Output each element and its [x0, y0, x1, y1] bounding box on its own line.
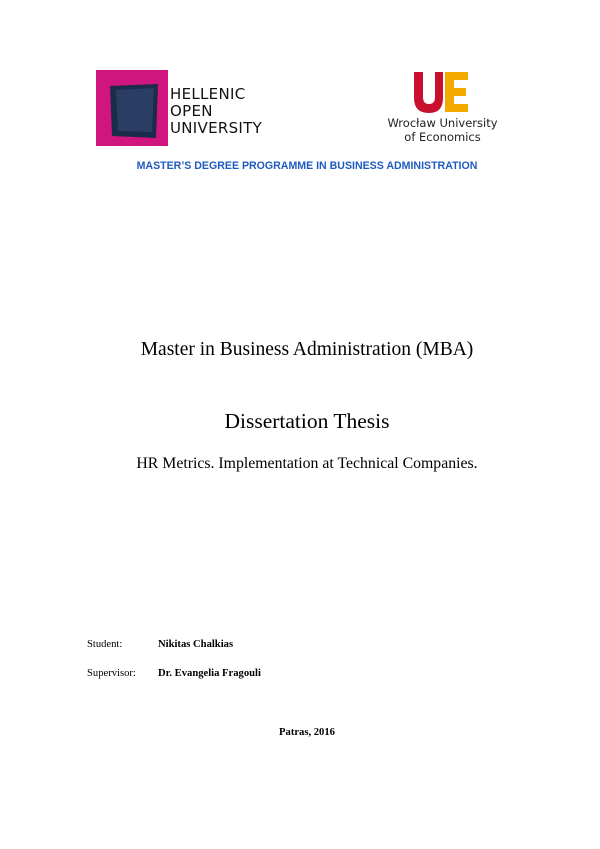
ue-line-2: of Economics [404, 129, 481, 144]
hou-emblem-icon [96, 70, 168, 146]
thesis-type-heading: Dissertation Thesis [224, 409, 390, 433]
ue-line-1: Wrocław University [387, 116, 498, 130]
hellenic-open-university-logo [96, 70, 271, 146]
ue-emblem-icon [412, 70, 470, 114]
supervisor-label: Supervisor: [87, 668, 136, 679]
supervisor-name: Dr. Evangelia Fragouli [158, 668, 261, 679]
thesis-title: HR Metrics. Implementation at Technical Companies. [136, 455, 478, 472]
hou-line-1: HELLENIC [170, 85, 246, 103]
supervisor-row [87, 668, 261, 679]
student-label: Student: [87, 639, 123, 650]
programme-heading: MASTER’S DEGREE PROGRAMME IN BUSINESS ADMINISTRATION [136, 160, 478, 172]
degree-title: Master in Business Administration (MBA) [140, 339, 474, 360]
hou-line-3: UNIVERSITY [170, 119, 263, 137]
student-name: Nikitas Chalkias [158, 639, 234, 650]
hou-line-2: OPEN [170, 102, 213, 120]
wroclaw-university-logo [380, 70, 505, 148]
ue-wordmark [380, 117, 505, 144]
hou-wordmark [170, 86, 262, 137]
student-row [87, 639, 233, 650]
place-year: Patras, 2016 [279, 727, 335, 738]
